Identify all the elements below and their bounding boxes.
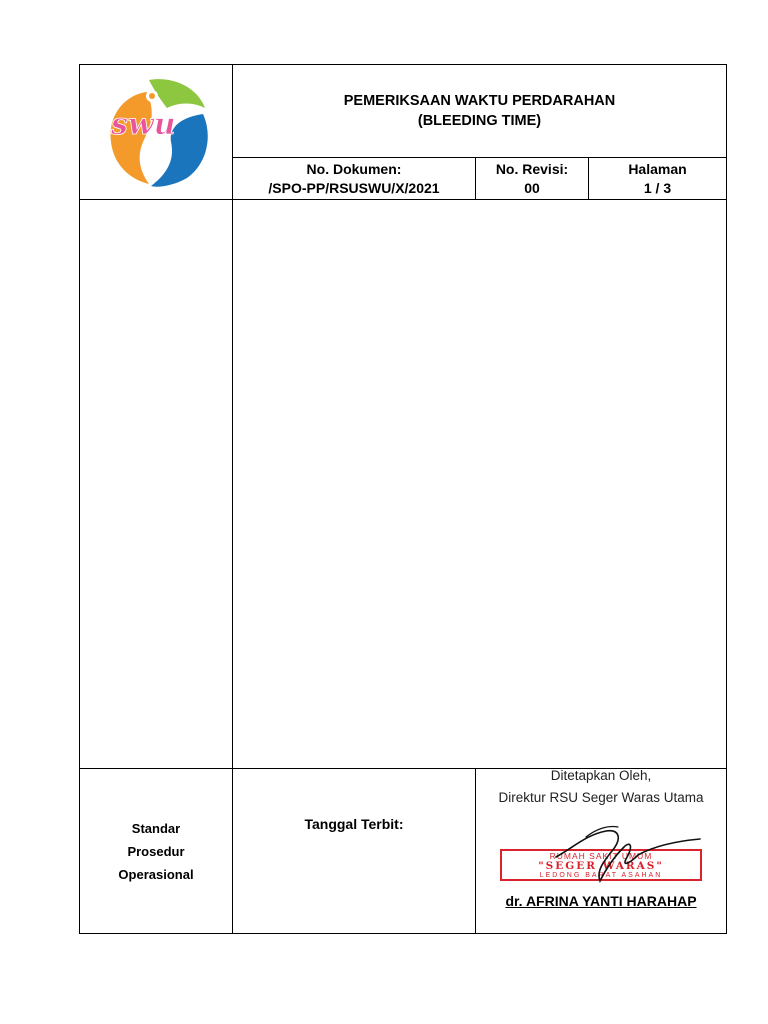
stamp-line-2: "SEGER WARAS"	[538, 860, 664, 872]
stamp-line-1: RUMAH SAKIT UMUM	[549, 851, 653, 861]
document-number-cell	[233, 158, 475, 199]
title-cell	[233, 65, 726, 157]
hospital-logo-icon	[97, 74, 215, 190]
border-right	[726, 64, 727, 934]
document-subtitle: (BLEEDING TIME)	[417, 113, 542, 129]
border-bottom	[79, 933, 727, 934]
sop-label-line3: Operasional	[118, 866, 194, 882]
issue-date-label: Tanggal Terbit:	[304, 815, 404, 832]
document-title: PEMERIKSAAN WAKTU PERDARAHAN	[343, 93, 616, 109]
set-by-label: Ditetapkan Oleh,	[550, 768, 652, 783]
page-value: 1 / 3	[643, 179, 672, 196]
signature-icon	[526, 817, 706, 889]
signature-cell	[476, 769, 726, 933]
svg-text:swu: swu	[111, 107, 176, 142]
body-left-cell	[80, 200, 232, 768]
sop-document-table	[79, 64, 727, 934]
page-label: Halaman	[628, 160, 687, 177]
revision-cell	[476, 158, 588, 199]
revision-label: No. Revisi:	[495, 160, 569, 177]
sop-label-line1: Standar	[131, 820, 181, 836]
issue-date-cell	[233, 769, 475, 879]
body-content-cell	[233, 200, 726, 768]
revision-value: 00	[524, 179, 540, 196]
sop-label-line2: Prosedur	[127, 843, 185, 859]
sop-label-cell	[80, 769, 232, 933]
stamp-line-3: LEDONG BARAT ASAHAN	[539, 872, 663, 879]
document-number-label: No. Dokumen:	[306, 160, 402, 177]
director-label: Direktur RSU Seger Waras Utama	[498, 790, 704, 805]
logo-cell	[80, 65, 232, 199]
signer-name: dr. AFRINA YANTI HARAHAP	[505, 893, 697, 909]
page-cell	[589, 158, 726, 199]
document-number-value: /SPO-PP/RSUSWU/X/2021	[268, 179, 440, 196]
